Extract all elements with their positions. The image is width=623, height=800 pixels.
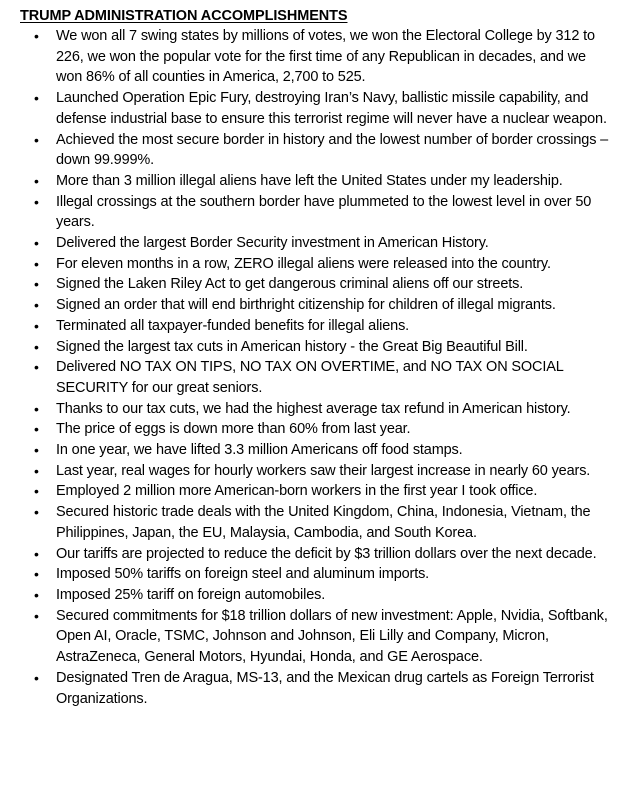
list-item xyxy=(20,316,611,337)
list-item-text: Delivered the largest Border Security investment in American History. xyxy=(56,235,489,252)
bullet-icon: • xyxy=(34,193,39,210)
bullet-icon: • xyxy=(34,172,39,189)
list-item xyxy=(20,233,611,254)
bullet-icon: • xyxy=(34,235,39,252)
list-item xyxy=(20,585,611,606)
bullet-icon: • xyxy=(34,317,39,334)
list-item-text: Secured commitments for $18 trillion dollars of new investment: Apple, Nvidia, Softbank, Open AI, Oracle, TSMC, Johnson and Johnson, Eli Lilly and Company, Micron, AstraZeneca, General Motors, Hyundai, Honda, and GE Aerospace. xyxy=(56,607,608,666)
list-item xyxy=(20,130,611,171)
list-item-text: For eleven months in a row, ZERO illegal aliens were released into the country. xyxy=(56,255,551,272)
bullet-icon: • xyxy=(34,607,39,624)
list-item-text: Terminated all taxpayer-funded benefits for illegal aliens. xyxy=(56,317,410,334)
list-item-text: Thanks to our tax cuts, we had the highest average tax refund in American history. xyxy=(56,400,571,417)
list-item-text: Imposed 50% tariffs on foreign steel and aluminum imports. xyxy=(56,566,430,583)
list-item xyxy=(20,440,611,461)
list-item-text: In one year, we have lifted 3.3 million Americans off food stamps. xyxy=(56,442,463,459)
accomplishments-list xyxy=(20,26,611,709)
list-item xyxy=(20,171,611,192)
list-item xyxy=(20,419,611,440)
bullet-icon: • xyxy=(34,545,39,562)
list-item-text: More than 3 million illegal aliens have left the United States under my leadership. xyxy=(56,172,563,189)
bullet-icon: • xyxy=(34,297,39,314)
bullet-icon: • xyxy=(34,90,39,107)
bullet-icon: • xyxy=(34,359,39,376)
bullet-icon: • xyxy=(34,504,39,521)
bullet-icon: • xyxy=(34,255,39,272)
list-item xyxy=(20,192,611,233)
list-item-text: Designated Tren de Aragua, MS-13, and the Mexican drug cartels as Foreign Terrorist Organizations. xyxy=(56,669,594,707)
list-item-text: Employed 2 million more American-born workers in the first year I took office. xyxy=(56,483,538,500)
list-item-text: Illegal crossings at the southern border have plummeted to the lowest level in over 50 years. xyxy=(56,193,592,231)
list-item xyxy=(20,668,611,709)
list-item xyxy=(20,254,611,275)
list-item xyxy=(20,295,611,316)
list-item xyxy=(20,502,611,543)
list-item xyxy=(20,606,611,668)
list-item-text: We won all 7 swing states by millions of votes, we won the Electoral College by 312 to 226, we won the popular vote for the first time of any Republican in decades, and we won 86% of all counties in America, 2,700 to 525. xyxy=(56,28,595,86)
list-item xyxy=(20,357,611,398)
list-item-text: Last year, real wages for hourly workers saw their largest increase in nearly 60 years. xyxy=(56,462,591,479)
bullet-icon: • xyxy=(34,400,39,417)
list-item-text: Signed an order that will end birthright citizenship for children of illegal migrants. xyxy=(56,297,556,314)
bullet-icon: • xyxy=(34,442,39,459)
list-item xyxy=(20,337,611,358)
bullet-icon: • xyxy=(34,462,39,479)
list-item xyxy=(20,481,611,502)
list-item xyxy=(20,399,611,420)
bullet-icon: • xyxy=(34,338,39,355)
list-item-text: Signed the largest tax cuts in American history - the Great Big Beautiful Bill. xyxy=(56,338,528,355)
bullet-icon: • xyxy=(34,28,39,44)
document-title: TRUMP ADMINISTRATION ACCOMPLISHMENTS xyxy=(20,8,348,24)
list-item xyxy=(20,26,611,88)
bullet-icon: • xyxy=(34,131,39,148)
bullet-icon: • xyxy=(34,566,39,583)
bullet-icon: • xyxy=(34,276,39,293)
bullet-icon: • xyxy=(34,483,39,500)
list-item-text: The price of eggs is down more than 60% from last year. xyxy=(56,421,411,438)
list-item xyxy=(20,544,611,565)
list-item xyxy=(20,274,611,295)
list-item-text: Delivered NO TAX ON TIPS, NO TAX ON OVERTIME, and NO TAX ON SOCIAL SECURITY for our great seniors. xyxy=(56,359,564,396)
list-item xyxy=(20,88,611,129)
list-item-text: Secured historic trade deals with the United Kingdom, China, Indonesia, Vietnam, the Philippines, Japan, the EU, Malaysia, Cambodia, and South Korea. xyxy=(56,504,591,541)
list-item-text: Signed the Laken Riley Act to get dangerous criminal aliens off our streets. xyxy=(56,276,524,293)
list-item-text: Achieved the most secure border in history and the lowest number of border crossings – down 99.999%. xyxy=(56,131,609,169)
list-item-text: Our tariffs are projected to reduce the deficit by $3 trillion dollars over the next decade. xyxy=(56,545,597,562)
bullet-icon: • xyxy=(34,586,39,603)
bullet-icon: • xyxy=(34,421,39,438)
bullet-icon: • xyxy=(34,669,39,686)
list-item xyxy=(20,564,611,585)
list-item xyxy=(20,461,611,482)
list-item-text: Imposed 25% tariff on foreign automobiles. xyxy=(56,586,326,603)
list-item-text: Launched Operation Epic Fury, destroying Iran’s Navy, ballistic missile capability, and defense industrial base to ensure this terrorist regime will never have a nuclear weapon. xyxy=(56,90,607,127)
